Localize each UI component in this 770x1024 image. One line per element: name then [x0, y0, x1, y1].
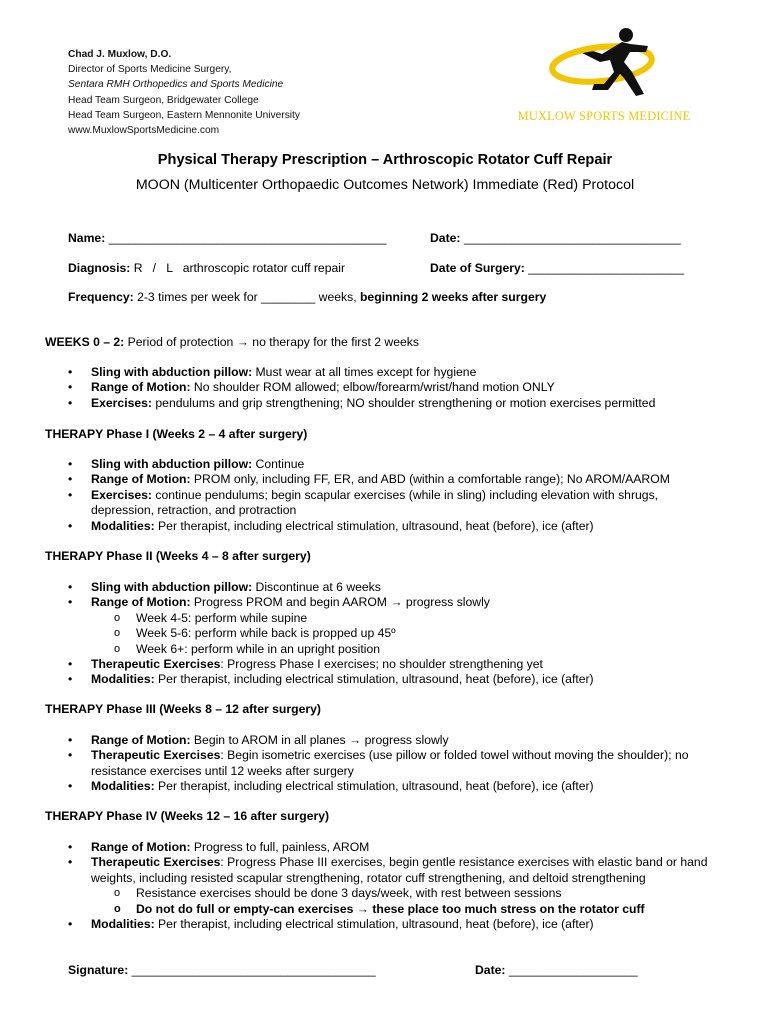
- list-item: • Modalities: Per therapist, including electrical stimulation, ultrasound, heat (before), ice (after): [68, 672, 708, 687]
- surgery-date-field[interactable]: [430, 261, 684, 275]
- list-item: • Sling with abduction pillow: Continue: [68, 457, 708, 472]
- doctor-title-line: Head Team Surgeon, Eastern Mennonite University: [68, 109, 300, 121]
- list-item: • Therapeutic Exercises: Progress Phase III exercises, begin gentle resistance exercises with elastic band or hand weights, including resisted scapular strengthening, rotator cuff strengthening, and deltoid strengthening o Resistance exercises should be done 3 days/week, with rest between sessions o Do not do full or empty-can exercises → these place too much stress on the rotator cuff: [68, 855, 708, 917]
- list-item: • Sling with abduction pillow: Must wear at all times except for hygiene: [68, 365, 708, 380]
- list-item: • Range of Motion: Progress to full, painless, AROM: [68, 840, 708, 855]
- name-field[interactable]: [68, 231, 387, 245]
- page-subtitle: MOON (Multicenter Orthopaedic Outcomes Network) Immediate (Red) Protocol: [135, 177, 635, 193]
- doctor-affiliation-line: Sentara RMH Orthopedics and Sports Medicine: [68, 79, 284, 91]
- signature-blank[interactable]: ____________________________________: [131, 963, 376, 977]
- logo-text: MUXLOW SPORTS MEDICINE: [517, 109, 691, 123]
- list-item: • Sling with abduction pillow: Discontinue at 6 weeks: [68, 580, 708, 595]
- phase-3-heading: THERAPY Phase III (Weeks 8 – 12 after surgery): [45, 702, 321, 716]
- frequency-text: 2-3 times per week for ________ weeks,: [137, 290, 357, 304]
- name-blank[interactable]: _________________________________________: [108, 231, 387, 245]
- diagnosis-field: [68, 261, 345, 275]
- sub-list-item: o Resistance exercises should be done 3 days/week, with rest between sessions: [91, 886, 708, 901]
- signature-date-label: Date:: [475, 963, 506, 977]
- sub-list-item-warning: o Do not do full or empty-can exercises → these place too much stress on the rotator cuff: [91, 902, 708, 917]
- date-field[interactable]: [430, 231, 681, 245]
- surgery-date-label: Date of Surgery:: [430, 261, 525, 275]
- date-label: Date:: [430, 231, 461, 245]
- signature-date-blank[interactable]: ___________________: [508, 963, 638, 977]
- phase-1-list: [68, 457, 708, 534]
- phase-2-sublist: [91, 611, 708, 657]
- weeks-0-2-list: [68, 365, 708, 411]
- list-item: • Modalities: Per therapist, including electrical stimulation, ultrasound, heat (before), ice (after): [68, 519, 708, 534]
- phase-2-heading: THERAPY Phase II (Weeks 4 – 8 after surgery): [45, 549, 311, 563]
- frequency-bold: beginning 2 weeks after surgery: [359, 290, 547, 304]
- signature-field[interactable]: [68, 963, 376, 977]
- name-label: Name:: [68, 231, 106, 245]
- list-item: • Range of Motion: Begin to AROM in all planes → progress slowly: [68, 733, 708, 748]
- signature-date-field[interactable]: [475, 963, 638, 977]
- section-label: WEEKS 0 – 2:: [45, 335, 125, 349]
- date-blank[interactable]: ________________________________: [463, 231, 681, 245]
- muxlow-logo: [514, 22, 692, 128]
- phase-1-heading: THERAPY Phase I (Weeks 2 – 4 after surgery): [45, 427, 308, 441]
- doctor-title-line: Director of Sports Medicine Surgery,: [68, 64, 232, 76]
- doctor-title-line: Head Team Surgeon, Bridgewater College: [68, 94, 259, 106]
- phase-4-sublist: [91, 886, 708, 917]
- frequency-label: Frequency:: [68, 290, 134, 304]
- weeks-0-2-heading: [45, 335, 419, 349]
- list-item: • Exercises: continue pendulums; begin scapular exercises (while in sling) including elevation with shrugs, depression, retraction, and protraction: [68, 488, 708, 519]
- phase-2-list: [68, 580, 708, 688]
- list-item: • Modalities: Per therapist, including electrical stimulation, ultrasound, heat (before), ice (after): [68, 779, 708, 794]
- list-item: • Therapeutic Exercises: Begin isometric exercises (use pillow or folded towel without moving the shoulder); no resistance exercises until 12 weeks after surgery: [68, 748, 708, 779]
- list-item: • Range of Motion: No shoulder ROM allowed; elbow/forearm/wrist/hand motion ONLY: [68, 380, 708, 395]
- list-item: • Range of Motion: PROM only, including FF, ER, and ABD (within a comfortable range); No AROM/AAROM: [68, 472, 708, 487]
- phase-4-list: [68, 840, 708, 932]
- sub-list-item: o Week 6+: perform while in an upright position: [91, 642, 708, 657]
- surgery-date-blank[interactable]: _______________________: [528, 261, 685, 275]
- phase-4-heading: THERAPY Phase IV (Weeks 12 – 16 after surgery): [45, 809, 330, 823]
- frequency-field: [68, 290, 546, 304]
- doctor-info: [68, 47, 300, 138]
- sub-list-item: o Week 4-5: perform while supine: [91, 611, 708, 626]
- doctor-name: Chad J. Muxlow, D.O.: [68, 49, 172, 60]
- runner-logo-icon: [514, 22, 692, 108]
- diagnosis-value: R / L arthroscopic rotator cuff repair: [133, 261, 346, 275]
- list-item: • Therapeutic Exercises: Progress Phase I exercises; no shoulder strengthening yet: [68, 657, 708, 672]
- page-title: Physical Therapy Prescription – Arthroscopic Rotator Cuff Repair: [157, 152, 613, 168]
- list-item: • Exercises: pendulums and grip strengthening; NO shoulder strengthening or motion exercises permitted: [68, 396, 708, 411]
- sub-list-item: o Week 5-6: perform while back is propped up 45º: [91, 626, 708, 641]
- phase-3-list: [68, 733, 708, 795]
- signature-label: Signature:: [68, 963, 129, 977]
- list-item: • Range of Motion: Progress PROM and begin AAROM → progress slowly o Week 4-5: perform while supine o Week 5-6: perform while back is propped up 45º o Week 6+: perform while in an upright position: [68, 595, 708, 657]
- website-text: www.MuxlowSportsMedicine.com: [68, 125, 220, 137]
- diagnosis-label: Diagnosis:: [68, 261, 131, 275]
- section-text: Period of protection → no therapy for the first 2 weeks: [127, 335, 419, 349]
- list-item: • Modalities: Per therapist, including electrical stimulation, ultrasound, heat (before), ice (after): [68, 917, 708, 932]
